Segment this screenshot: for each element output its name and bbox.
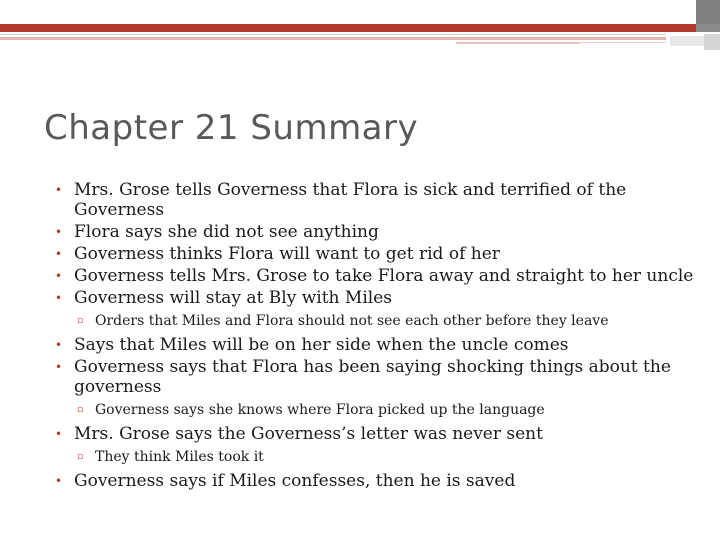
sub-bullet-item — [55, 312, 695, 330]
bullet-item — [55, 266, 695, 286]
slide-title: Chapter 21 Summary — [44, 108, 419, 148]
sub-bullet-text: Orders that Miles and Flora should not see each other before they leave — [95, 313, 609, 329]
sub-bullet-item — [55, 448, 695, 466]
bullet-text: Governess says if Miles confesses, then he is saved — [74, 471, 516, 491]
bullet-text: Governess tells Mrs. Grose to take Flora away and straight to her uncle — [74, 266, 694, 286]
bullet-item — [55, 244, 695, 264]
bullet-item — [55, 180, 695, 220]
bullet-icon: • — [55, 183, 63, 197]
header-grey-bar — [696, 24, 720, 32]
bullet-text: Mrs. Grose says the Governess’s letter was never sent — [74, 424, 543, 444]
bullet-item — [55, 471, 695, 491]
sub-bullet-text: Governess says she knows where Flora picked up the language — [95, 402, 545, 418]
bullet-text: Flora says she did not see anything — [74, 222, 379, 242]
bullet-list — [55, 180, 695, 491]
bullet-icon: • — [55, 427, 63, 441]
bullet-item — [55, 288, 695, 308]
bullet-icon: • — [55, 269, 63, 283]
header-rule — [0, 34, 666, 35]
bullet-text: Mrs. Grose tells Governess that Flora is sick and terrified of the Governess — [74, 180, 627, 220]
header-right-block — [704, 34, 720, 50]
header-corner-block — [696, 0, 720, 24]
bullet-item — [55, 424, 695, 444]
bullet-text: Governess says that Flora has been saying shocking things about the governess — [74, 357, 671, 397]
header-accent-bar — [0, 24, 696, 32]
bullet-item — [55, 357, 695, 397]
bullet-item — [55, 222, 695, 242]
bullet-icon: • — [55, 474, 63, 488]
bullet-item — [55, 335, 695, 355]
bullet-icon: • — [55, 225, 63, 239]
slide-body — [55, 178, 695, 493]
sub-bullet-text: They think Miles took it — [95, 449, 264, 465]
bullet-text: Governess thinks Flora will want to get rid of her — [74, 244, 500, 264]
header-band — [0, 0, 696, 24]
bullet-text: Says that Miles will be on her side when the uncle comes — [74, 335, 569, 355]
sub-bullet-icon: ▫ — [77, 405, 84, 415]
bullet-icon: • — [55, 338, 63, 352]
header-rule-short — [580, 42, 666, 43]
sub-bullet-icon: ▫ — [77, 316, 84, 326]
header-rule-accent — [0, 37, 666, 40]
bullet-icon: • — [55, 291, 63, 305]
sub-bullet-icon: ▫ — [77, 452, 84, 462]
bullet-text: Governess will stay at Bly with Miles — [74, 288, 392, 308]
bullet-icon: • — [55, 247, 63, 261]
sub-bullet-item — [55, 401, 695, 419]
bullet-icon: • — [55, 360, 63, 374]
header-rule-accent-short — [456, 42, 580, 44]
